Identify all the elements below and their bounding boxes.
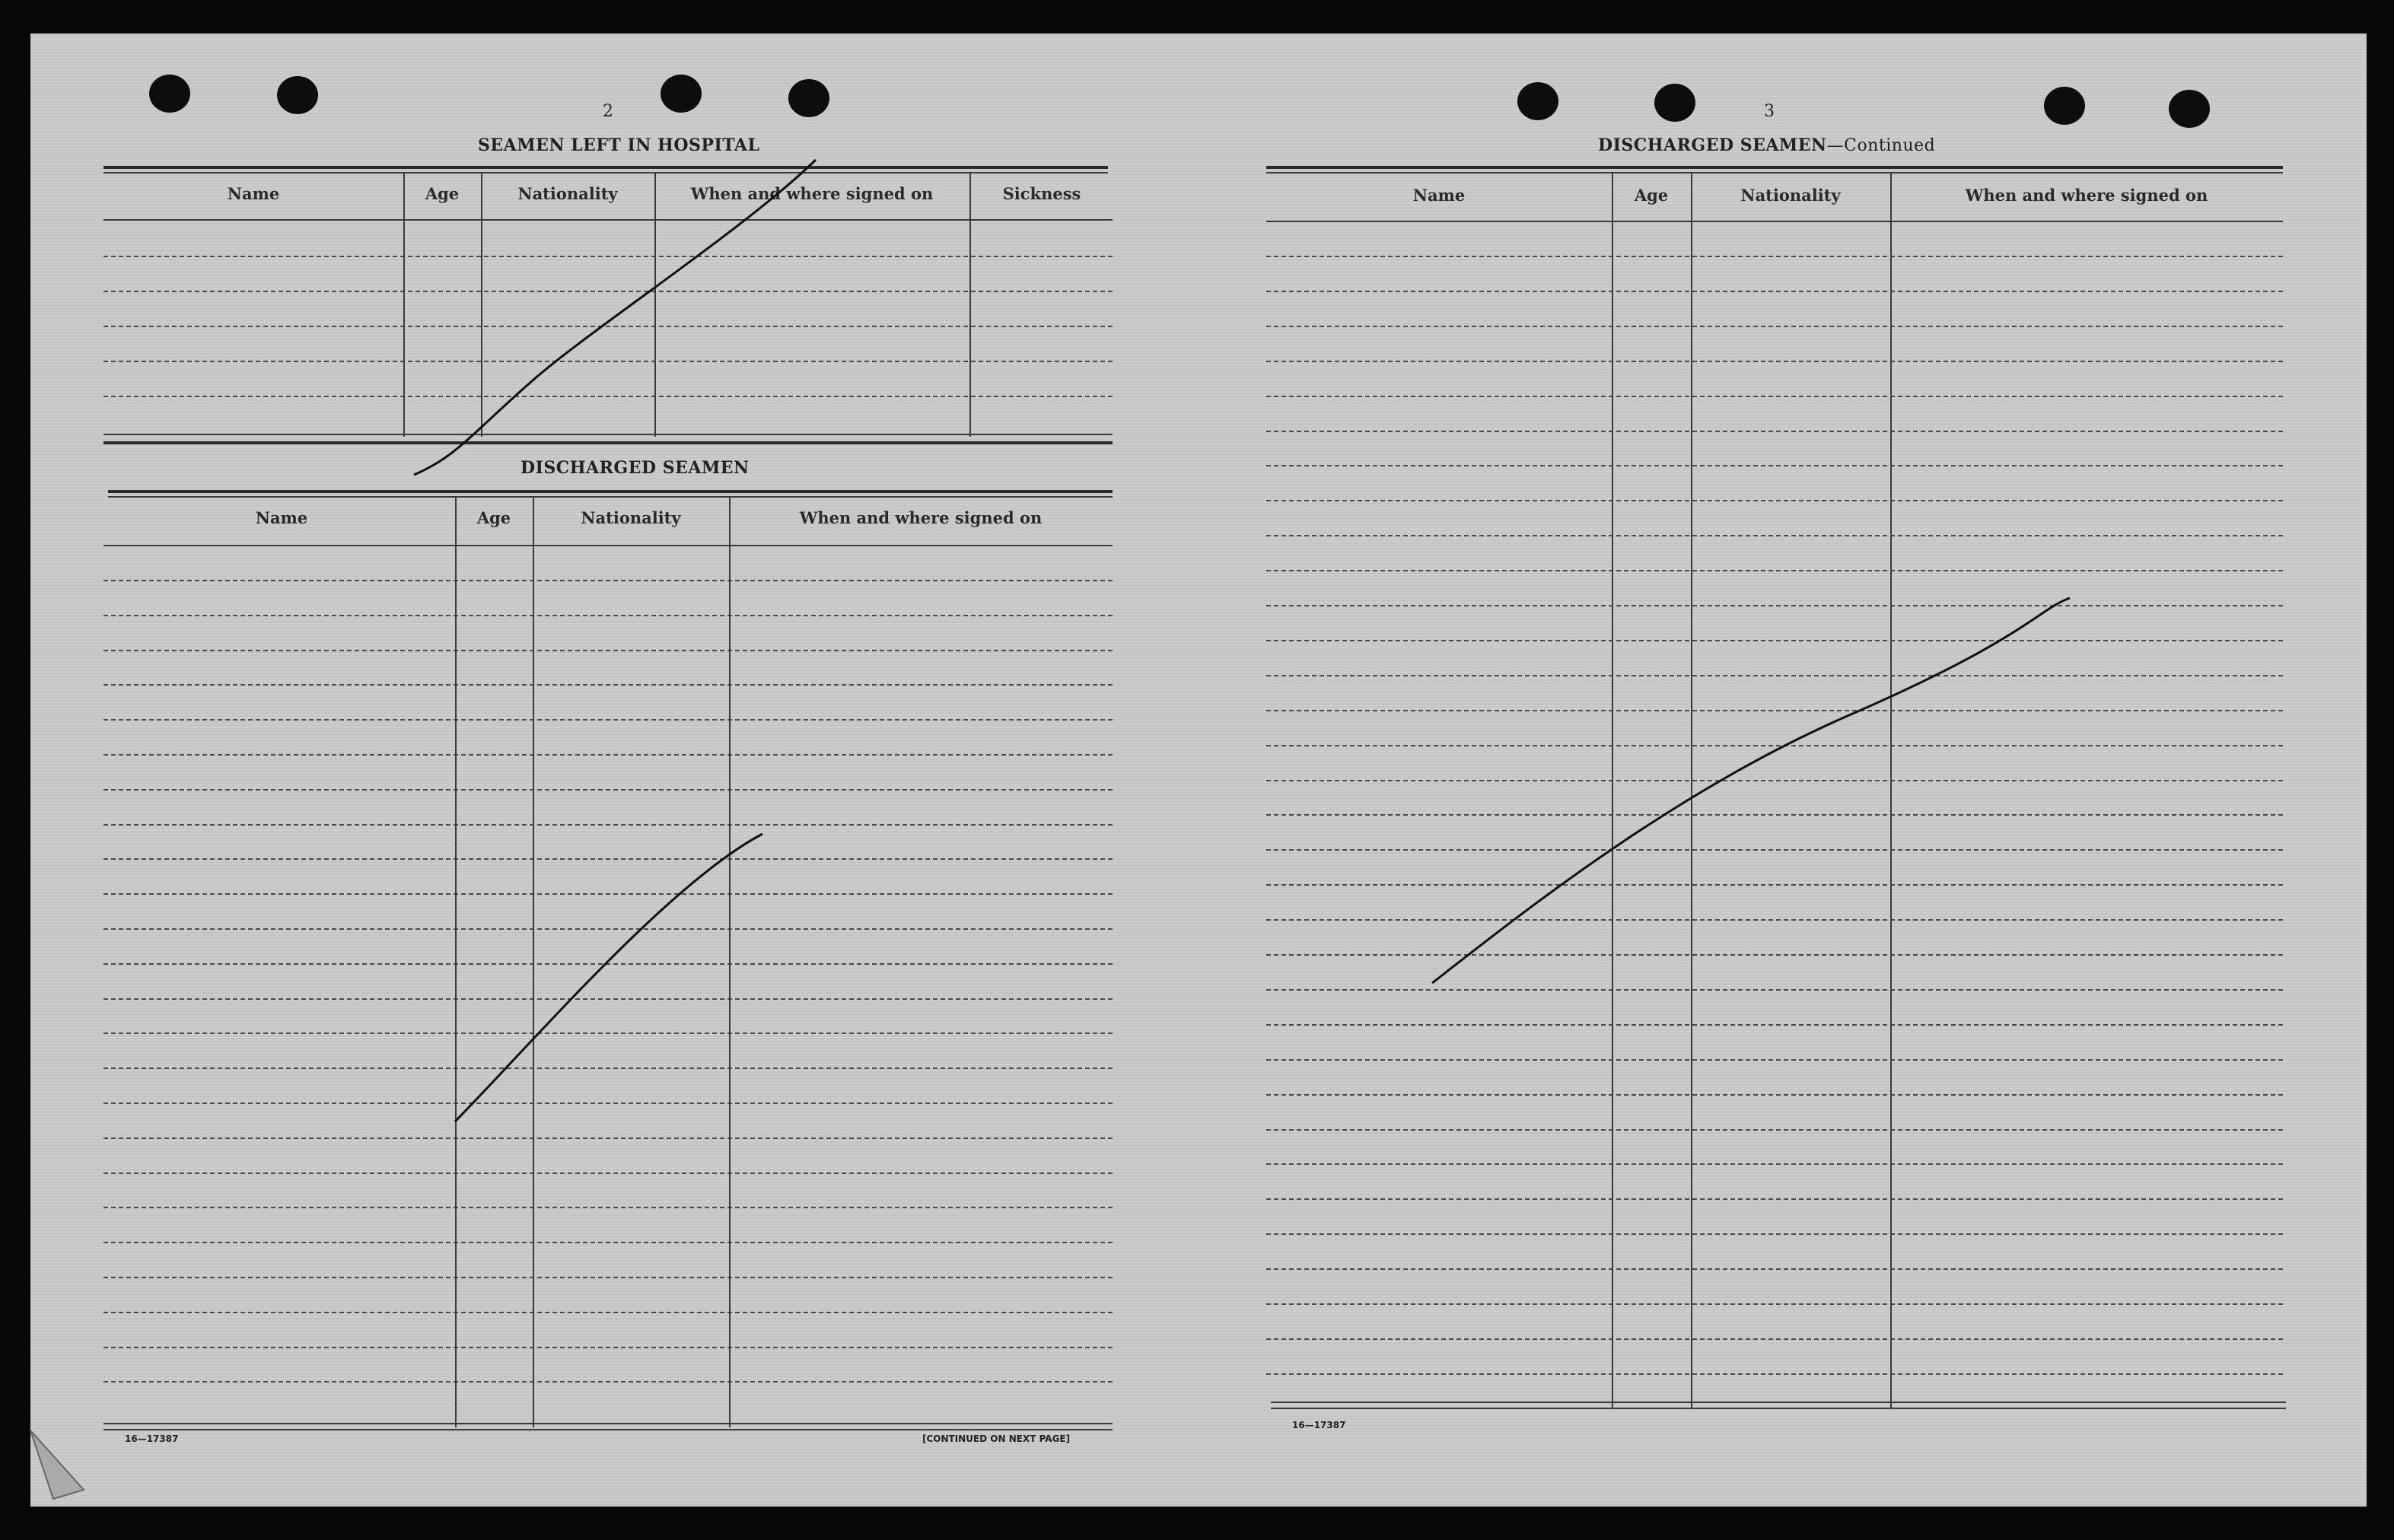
right-col-name: Name bbox=[1412, 186, 1466, 205]
page-number-left: 2 bbox=[603, 102, 613, 121]
hospital-col-sickness: Sickness bbox=[1002, 184, 1081, 203]
cancel-stroke-discharged-right bbox=[1432, 598, 2070, 983]
discharged-col-signed-on: When and where signed on bbox=[799, 508, 1043, 527]
right-col-signed-on: When and where signed on bbox=[1965, 186, 2208, 205]
cancel-stroke-discharged-left bbox=[455, 834, 762, 1122]
hospital-col-signed-on: When and where signed on bbox=[690, 184, 934, 203]
hospital-col-nationality: Nationality bbox=[517, 184, 618, 203]
form-number-left: 16—17387 bbox=[125, 1433, 179, 1444]
right-title-suffix: —Continued bbox=[1826, 136, 1936, 155]
continued-note: [CONTINUED ON NEXT PAGE] bbox=[922, 1433, 1071, 1444]
form-number-right: 16—17387 bbox=[1292, 1420, 1346, 1430]
hospital-table-title: SEAMEN LEFT IN HOSPITAL bbox=[478, 135, 760, 155]
right-title-main: DISCHARGED SEAMEN bbox=[1598, 135, 1827, 155]
right-col-age: Age bbox=[1634, 186, 1669, 205]
hospital-col-age: Age bbox=[425, 184, 460, 203]
page-corner-fold bbox=[30, 1430, 84, 1499]
right-col-nationality: Nationality bbox=[1740, 186, 1841, 205]
discharged-col-age: Age bbox=[476, 508, 511, 527]
cancel-stroke-hospital bbox=[414, 160, 816, 475]
discharged-table-title: DISCHARGED SEAMEN bbox=[521, 458, 750, 478]
hospital-col-name: Name bbox=[227, 184, 280, 203]
page-number-right: 3 bbox=[1764, 102, 1775, 121]
discharged-col-nationality: Nationality bbox=[581, 508, 681, 527]
discharged-col-name: Name bbox=[255, 508, 308, 527]
